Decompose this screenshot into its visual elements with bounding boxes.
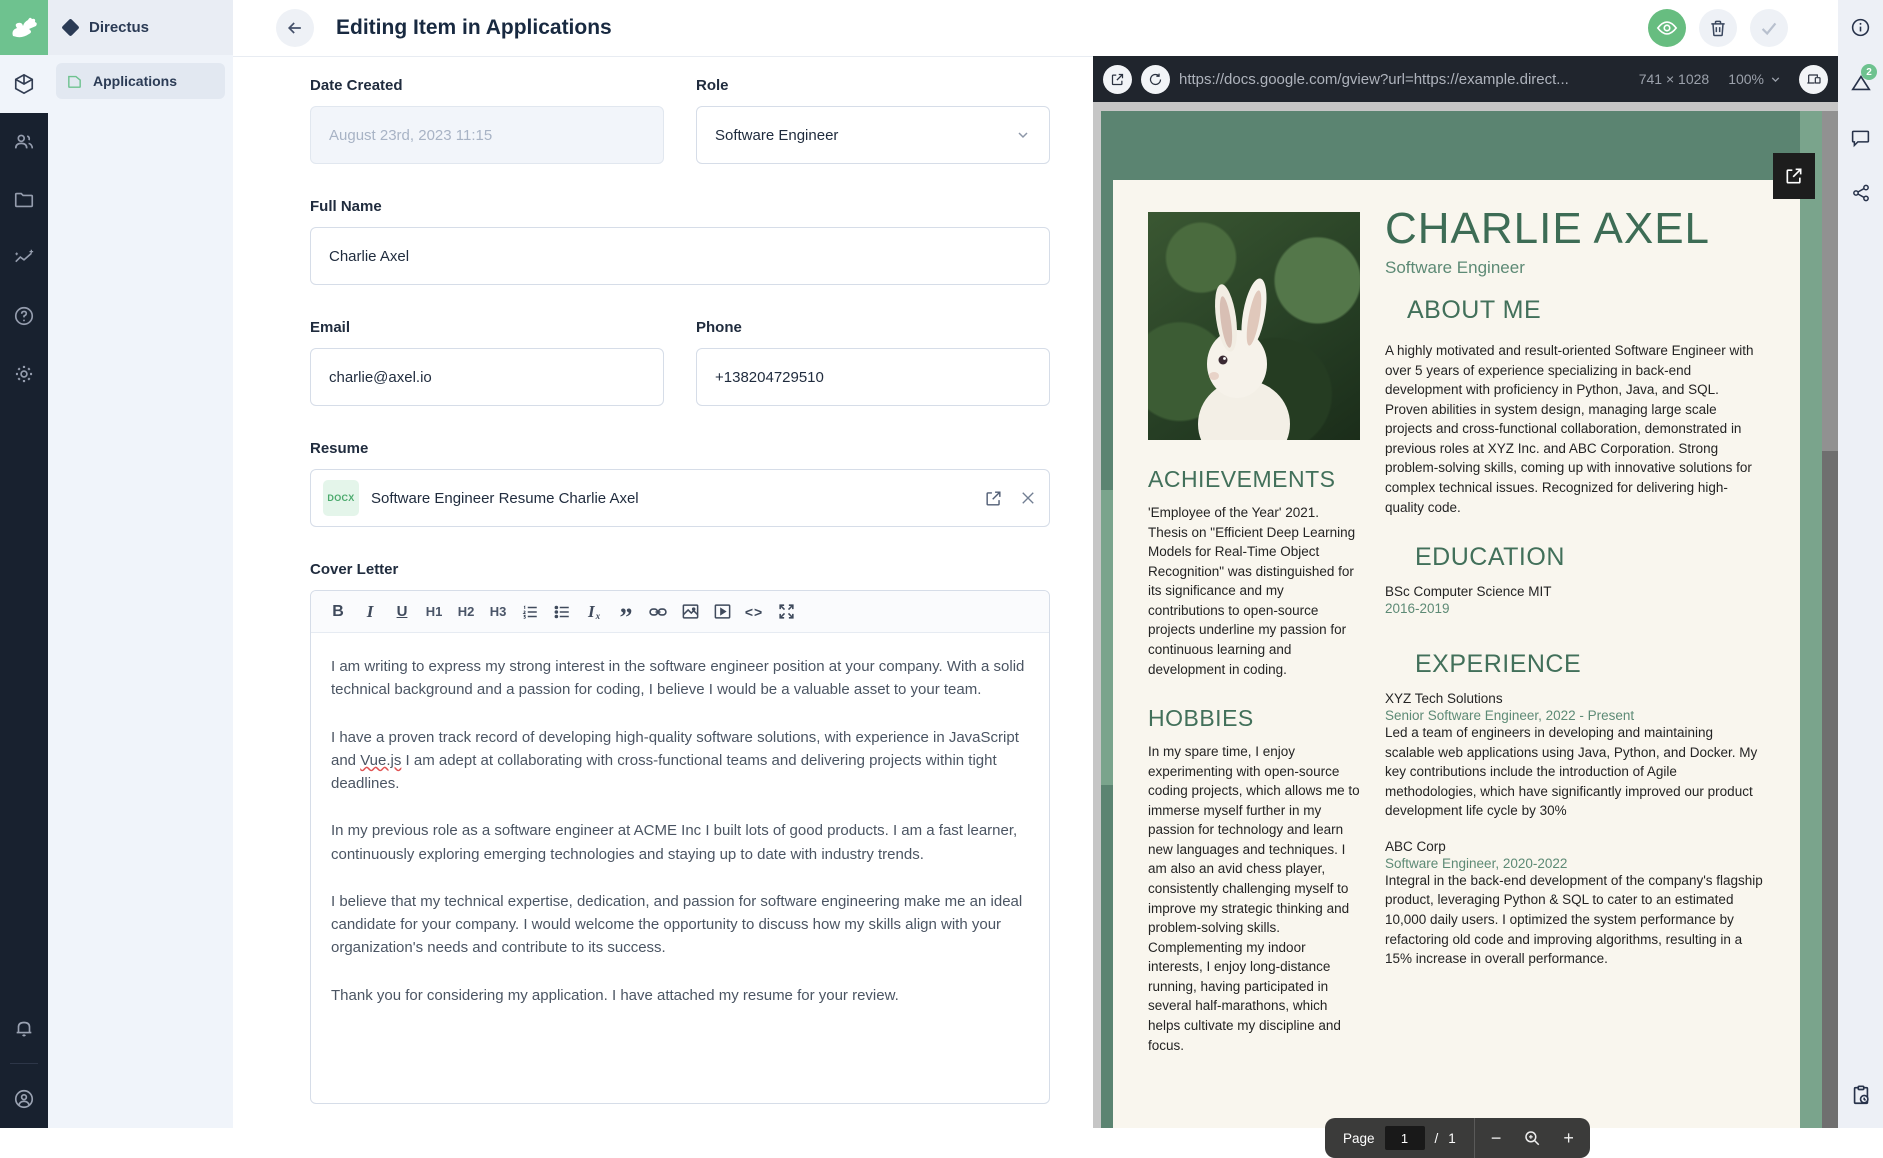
field-label: Cover Letter <box>310 561 399 578</box>
open-in-new-icon[interactable] <box>984 489 1003 508</box>
sidebar-item-applications[interactable] <box>56 63 225 99</box>
achievements-text: 'Employee of the Year' 2021. Thesis on "Efficient Deep Learning Models for Real-Time Object Recognition" was distinguished for its significance and my contributions to open-source projects underline my passion for continuous learning and development in coding. <box>1148 505 1356 677</box>
open-in-new-icon <box>1784 166 1804 186</box>
module-help[interactable] <box>0 287 48 345</box>
scrollbar-thumb[interactable] <box>1822 111 1838 451</box>
zoom-value: 100% <box>1728 71 1764 87</box>
notifications-button[interactable] <box>0 999 48 1057</box>
sidebar-item-label: Applications <box>93 73 178 89</box>
experience-company: XYZ Tech Solutions <box>1385 691 1503 707</box>
box-icon <box>13 73 35 95</box>
h1-button[interactable]: H1 <box>425 604 443 619</box>
divider <box>10 1063 38 1064</box>
refresh-preview-button[interactable] <box>1141 65 1170 94</box>
frame-strip <box>1093 102 1838 111</box>
project-name: Directus <box>89 19 150 36</box>
trash-icon <box>1708 18 1728 38</box>
education-degree: BSc Computer Science MIT <box>1385 584 1552 600</box>
live-preview-panel <box>1093 56 1838 1148</box>
document-page-controls <box>1325 1118 1590 1158</box>
module-content[interactable] <box>0 55 48 113</box>
experience-desc: Led a team of engineers in developing and maintaining scalable web applications using Java, Python, and Docker. My key contributions include the introduction of Agile methodologies, which have significantly improved our product development life cycle by 30% <box>1385 725 1758 819</box>
module-files[interactable] <box>0 171 48 229</box>
back-button[interactable] <box>276 9 314 47</box>
field-full-name <box>310 198 1050 285</box>
zoom-lens-icon[interactable] <box>1523 1129 1541 1147</box>
module-insights[interactable] <box>0 229 48 287</box>
date-created-value: August 23rd, 2023 11:15 <box>329 126 493 144</box>
cover-letter-text[interactable] <box>311 633 1049 1103</box>
collection-icon <box>66 73 83 90</box>
clear-format-icon: I <box>587 601 595 621</box>
profile-photo <box>1148 212 1360 440</box>
experience-desc: Integral in the back-end development of the company's flagship product, leveraging Python & SQL to cater to an estimated 10,000 daily users. I optimized the system performance by refactoring old code and improving algorithms, resulting in a 15% increase in overall performance. <box>1385 872 1763 967</box>
fullscreen-button[interactable] <box>773 598 799 626</box>
page-separator: / <box>1434 1130 1439 1146</box>
about-heading: ABOUT ME <box>1407 296 1542 324</box>
user-icon <box>13 1088 35 1110</box>
fullscreen-icon <box>777 602 796 621</box>
help-icon <box>13 305 35 327</box>
role-select[interactable] <box>696 106 1050 164</box>
frame-accent <box>1800 111 1822 1128</box>
info-icon <box>1850 17 1871 38</box>
docx-badge: DOCX <box>323 480 359 516</box>
paragraph: I have a proven track record of developing high-quality software solutions, with experience in JavaScript and Vue.js I am adept at collaborating with cross-functional teams and delivering projects within tight deadlines. <box>331 728 1019 792</box>
project-header[interactable] <box>48 0 233 55</box>
field-resume <box>310 440 1050 527</box>
full-name-input[interactable] <box>310 227 1050 285</box>
bold-button[interactable]: B <box>332 602 344 620</box>
rabbit-photo <box>1182 256 1322 440</box>
zoom-out-button[interactable]: − <box>1490 1127 1502 1148</box>
about-text: A highly motivated and result-oriented Software Engineer with over 5 years of experience specializing in back-end development with proficiency in Python, Java, and SQL. Proven abilities in system design, managing large scale projects and cross-functional collaboration, demonstrated in previous roles at XYZ Inc. and ABC Corporation. Strong problem-solving skills, coming up with innovative solutions for complex technical issues. Recognized for delivering high-quality code. <box>1385 343 1754 515</box>
eye-icon <box>1656 17 1678 39</box>
page-title: Editing Item in Applications <box>336 16 612 39</box>
code-button[interactable]: <> <box>744 603 764 620</box>
paragraph: I am writing to express my strong interest in the software engineer position at your company. With a solid technical background and a passion for coding, I believe I would be a valuable asset to your team. <box>331 658 1025 699</box>
resume-file-input[interactable] <box>310 469 1050 527</box>
insights-icon <box>13 247 35 269</box>
directus-logo[interactable] <box>0 0 48 55</box>
revisions-button[interactable] <box>1838 55 1883 110</box>
ordered-list-icon <box>521 603 539 621</box>
insert-video-button[interactable] <box>709 598 735 626</box>
comment-icon <box>1850 127 1871 148</box>
blockquote-button[interactable]: ” <box>619 602 633 632</box>
email-value: charlie@axel.io <box>329 368 432 386</box>
popout-preview-button[interactable] <box>1103 65 1132 94</box>
clear-format-button[interactable]: I x <box>587 601 601 621</box>
insert-image-button[interactable] <box>677 598 703 626</box>
project-diamond-icon <box>61 18 79 36</box>
video-icon <box>713 602 732 621</box>
preview-url[interactable]: https://docs.google.com/gview?url=https://example.direct... <box>1179 70 1569 88</box>
field-label: Date Created <box>310 77 403 94</box>
date-created-input <box>310 106 664 164</box>
link-icon <box>648 602 668 622</box>
education-heading: EDUCATION <box>1415 543 1565 572</box>
popout-icon <box>1110 72 1125 87</box>
achievements-heading: ACHIEVEMENTS <box>1148 466 1336 492</box>
rabbit-logo-icon <box>9 16 39 40</box>
bullet-list-icon <box>553 603 571 621</box>
refresh-icon <box>1148 72 1163 87</box>
field-label: Role <box>696 77 729 94</box>
header-actions <box>1648 9 1788 47</box>
ordered-list-button[interactable] <box>517 598 543 626</box>
back-arrow-icon <box>285 18 305 38</box>
document-popout-button[interactable] <box>1773 153 1815 199</box>
field-cover-letter <box>310 561 1050 1104</box>
resume-name: CHARLIE AXEL <box>1385 204 1711 253</box>
paragraph: Thank you for considering my application. I have attached my resume for your review. <box>331 986 899 1004</box>
chevron-down-icon <box>1769 73 1782 86</box>
module-bar <box>0 0 48 1128</box>
hobbies-heading: HOBBIES <box>1148 705 1254 732</box>
phone-value: +138204729510 <box>715 368 824 386</box>
preview-dimensions: 741 × 1028 <box>1638 71 1710 87</box>
bullet-list-button[interactable] <box>549 598 575 626</box>
preview-frame <box>1093 102 1838 1148</box>
devices-icon <box>1806 71 1822 87</box>
field-label: Phone <box>696 319 742 336</box>
italic-button[interactable]: I <box>366 601 374 621</box>
live-preview-button[interactable] <box>1648 9 1686 47</box>
resume-document <box>1113 180 1800 1128</box>
gear-icon <box>13 363 35 385</box>
preview-zoom-select[interactable] <box>1728 71 1782 87</box>
item-form <box>233 57 1093 1128</box>
revisions-badge: 2 <box>1861 64 1877 80</box>
people-icon <box>13 131 35 153</box>
education-years: 2016-2019 <box>1385 601 1450 617</box>
field-label: Resume <box>310 440 369 457</box>
device-toggle-button[interactable] <box>1799 65 1828 94</box>
h2-button[interactable]: H2 <box>457 604 475 619</box>
info-button[interactable] <box>1838 0 1883 55</box>
module-bar-bottom <box>0 999 48 1128</box>
page-header <box>233 0 1838 56</box>
clipboard-clock-icon <box>1850 1084 1872 1106</box>
email-input[interactable] <box>310 348 664 406</box>
comments-button[interactable] <box>1838 110 1883 165</box>
check-icon <box>1758 17 1780 39</box>
misspelled-word: Vue.js <box>360 751 402 769</box>
h3-button[interactable]: H3 <box>489 604 507 619</box>
module-settings[interactable] <box>0 345 48 403</box>
remove-file-icon[interactable] <box>1019 489 1037 507</box>
field-label: Email <box>310 319 351 336</box>
navigation-panel <box>48 0 233 1128</box>
field-label: Full Name <box>310 198 382 215</box>
experience-heading: EXPERIENCE <box>1415 650 1582 679</box>
resume-file-name: Software Engineer Resume Charlie Axel <box>371 489 639 507</box>
module-users[interactable] <box>0 113 48 171</box>
role-value: Software Engineer <box>715 126 839 144</box>
preview-toolbar <box>1093 56 1838 102</box>
rich-text-editor <box>310 590 1050 1104</box>
share-icon <box>1851 183 1871 203</box>
experience-role: Software Engineer, 2020-2022 <box>1385 855 1568 871</box>
preview-scrollbar[interactable] <box>1822 111 1838 1128</box>
experience-role: Senior Software Engineer, 2022 - Present <box>1385 708 1635 724</box>
frame-strip <box>1093 111 1101 1128</box>
field-date-created <box>310 77 664 164</box>
page-number-input[interactable]: 1 <box>1385 1126 1425 1150</box>
zoom-in-button[interactable]: + <box>1563 1127 1574 1148</box>
paragraph: I believe that my technical expertise, dedication, and passion for software engineering make me an ideal candidate for your company. I would welcome the opportunity to discuss how my skills align with your organization's needs and contribute to its success. <box>331 892 1023 957</box>
field-role <box>696 77 1050 164</box>
page-total: 1 <box>1448 1130 1456 1146</box>
save-button[interactable] <box>1750 9 1788 47</box>
paragraph: In my previous role as a software engineer at ACME Inc I built lots of good products. I am a fast learner, continuously exploring emerging technologies and staying up to date with industry trends. <box>331 822 1018 863</box>
share-button[interactable] <box>1838 165 1883 220</box>
phone-input[interactable] <box>696 348 1050 406</box>
field-phone <box>696 319 1050 406</box>
page-label: Page <box>1343 1130 1375 1146</box>
full-name-value: Charlie Axel <box>329 247 410 265</box>
activity-button[interactable] <box>1838 1067 1883 1122</box>
folder-icon <box>13 189 35 211</box>
chevron-down-icon <box>1015 127 1031 143</box>
right-sidebar <box>1838 0 1883 1128</box>
hobbies-text: In my spare time, I enjoy experimenting with open-source coding projects, which allows me to immerse myself further in my passion for technology and learn new languages and techniques. I am also an avid chess player, consistently challenging myself to improve my strategic thinking and problem-solving skills. Complementing my indoor interests, I enjoy long-distance running, having participated in several half-marathons, which helps cultivate my discipline and focus. <box>1148 744 1360 1053</box>
link-button[interactable] <box>645 598 671 626</box>
image-icon <box>681 602 700 621</box>
field-email <box>310 319 664 406</box>
delete-button[interactable] <box>1699 9 1737 47</box>
underline-button[interactable]: U <box>396 603 408 620</box>
user-menu-button[interactable] <box>0 1070 48 1128</box>
bell-icon <box>13 1017 35 1039</box>
editor-toolbar <box>311 591 1049 633</box>
resume-job-title: Software Engineer <box>1385 258 1525 277</box>
experience-company: ABC Corp <box>1385 838 1446 854</box>
